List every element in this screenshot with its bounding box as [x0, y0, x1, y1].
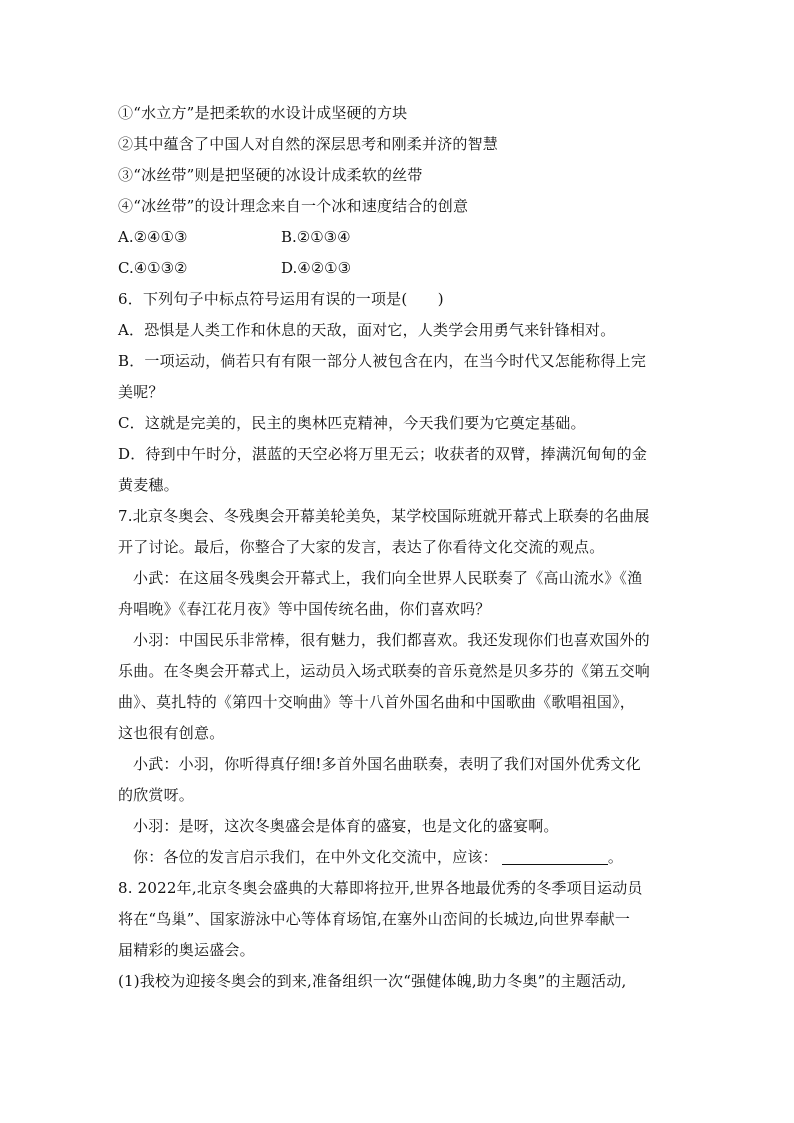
q7-xiaoyu-line1: 小羽：中国民乐非常棒，很有魅力，我们都喜欢。我还发现你们也喜欢国外的: [133, 631, 650, 649]
q7-xiaoyu-line2: 乐曲。在冬奥会开幕式上，运动员入场式联奏的音乐竟然是贝多芬的《第五交响: [118, 662, 651, 680]
q6-option-b-line1: B．一项运动，倘若只有有限一部分人被包含在内，在当今时代又怎能称得上完: [118, 352, 647, 370]
q6-option-a: A．恐惧是人类工作和休息的天敌，面对它，人类学会用勇气来针锋相对。: [118, 321, 616, 339]
q7-xiaowu-line1: 小武：在这届冬残奥会开幕式上，我们向全世界人民联奏了《高山流水》《渔: [133, 569, 643, 587]
q7-you-line: [118, 842, 684, 873]
q8-line2: 将在“鸟巢”、国家游泳中心等体育场馆,在塞外山峦间的长城边,向世界奉献一: [118, 910, 631, 928]
q7-xiaoyu2-line: 小羽：是呀，这次冬奥盛会是体育的盛宴，也是文化的盛宴啊。: [133, 817, 559, 835]
q6-option-d-line2: 黄麦穗。: [118, 476, 179, 494]
q7-intro-line2: 开了讨论。最后，你整合了大家的发言，表达了你看待文化交流的观点。: [118, 538, 605, 556]
q7-xiaowu2-line1: 小武：小羽，你听得真仔细!多首外国名曲联奏，表明了我们对国外优秀文化: [133, 755, 641, 773]
q7-xiaowu-line2: 舟唱晚》《春江花月夜》等中国传统名曲，你们喜欢吗？: [118, 600, 491, 618]
sentence-2: ②其中蕴含了中国人对自然的深层思考和刚柔并济的智慧: [118, 135, 499, 153]
q5-option-c: C.④①③②: [118, 259, 188, 277]
q8-line3: 届精彩的奥运盛会。: [118, 941, 255, 959]
q8-line4: (1)我校为迎接冬奥会的到来,准备组织一次“强健体魄,助力冬奥”的主题活动,: [118, 972, 627, 990]
q6-option-d-line1: D．待到中午时分，湛蓝的天空必将万里无云；收获者的双臂，捧满沉甸甸的金: [118, 445, 648, 463]
q7-you-end: 。: [607, 848, 624, 866]
q5-option-d: D.④②①③: [281, 259, 352, 277]
q6-option-b-line2: 美呢？: [118, 383, 164, 401]
q7-intro-line1: 7.北京冬奥会、冬残奥会开幕美轮美奂，某学校国际班就开幕式上联奏的名曲展: [118, 507, 650, 525]
q5-option-b: B.②①③④: [281, 228, 351, 246]
q5-options-row-1: [118, 222, 684, 253]
q5-options-row-2: [118, 253, 684, 284]
document-page: [118, 98, 684, 997]
answer-blank[interactable]: [502, 846, 608, 865]
q6-option-c: C．这就是完美的，民主的奥林匹克精神，今天我们要为它奠定基础。: [118, 414, 586, 432]
sentence-1: ①“水立方”是把柔软的水设计成坚硬的方块: [118, 104, 408, 122]
q8-line1: 8. 2022年,北京冬奥会盛典的大幕即将拉开,世界各地最优秀的冬季项目运动员: [118, 879, 643, 897]
q7-xiaoyu-line4: 这也很有创意。: [118, 724, 225, 742]
sentence-4: ④“冰丝带”的设计理念来自一个冰和速度结合的创意: [118, 197, 469, 215]
q7-xiaowu2-line2: 的欣赏呀。: [118, 786, 195, 804]
q7-xiaoyu-line3: 曲》、莫扎特的《第四十交响曲》等十八首外国名曲和中国歌曲《歌唱祖国》，: [118, 693, 636, 711]
sentence-3: ③“冰丝带”则是把坚硬的冰设计成柔软的丝带: [118, 166, 423, 184]
q5-option-a: A.②④①③: [118, 228, 188, 246]
q7-you-text: 你：各位的发言启示我们，在中外文化交流中，应该：: [133, 848, 498, 866]
q6-stem: 6．下列句子中标点符号运用有误的一项是( ): [118, 290, 444, 308]
